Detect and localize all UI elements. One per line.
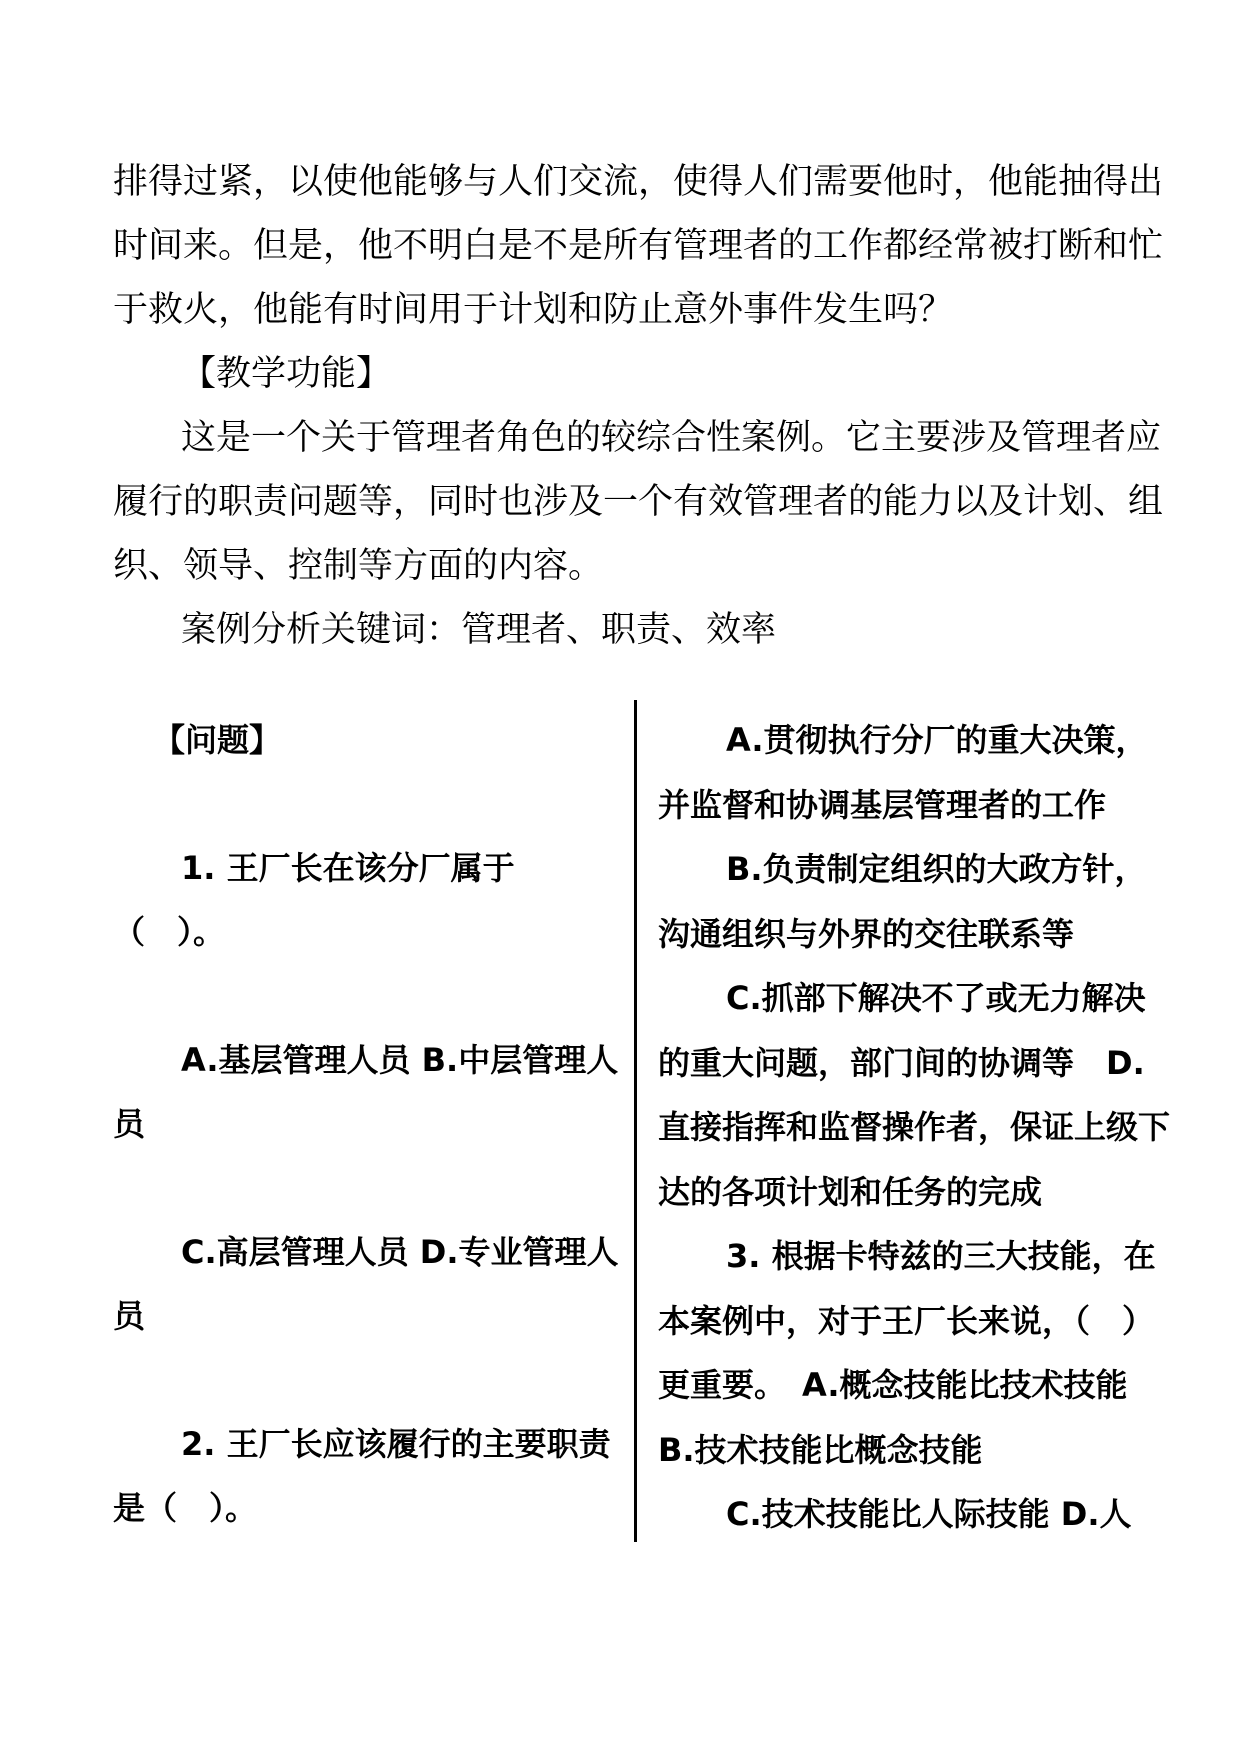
intro-paragraph-2: 这是一个关于管理者角色的较综合性案例。它主要涉及管理者应履行的职责问题等，同时也涉及一个有效管理者的能力以及计划、组织、领导、控制等方面的内容。	[113, 418, 1164, 586]
question-3-options-cd: C.技术技能比人际技能 D.人	[726, 1495, 1132, 1533]
left-column	[113, 708, 623, 1540]
column-divider	[634, 700, 637, 1542]
right-column	[658, 708, 1172, 1547]
question-3: 3. 根据卡特兹的三大技能，在本案例中，对于王厂长来说，（ ）更重要。 A.概念技能比技术技能 B.技术技能比概念技能	[658, 1237, 1160, 1469]
question-2-option-b: B.负责制定组织的大政方针，沟通组织与外界的交往联系等	[658, 850, 1147, 953]
question-2: 2. 王厂长应该履行的主要职责是（ ）。	[113, 1425, 611, 1527]
question-1-options-cd: C.高层管理人员 D.专业管理人员	[113, 1233, 619, 1335]
keywords-line: 案例分析关键词：管理者、职责、效率	[181, 610, 777, 650]
section-title-teaching-function: 【教学功能】	[181, 354, 392, 394]
questions-heading: 【问题】	[153, 721, 282, 759]
question-1-options-ab: A.基层管理人员 B.中层管理人员	[113, 1041, 619, 1143]
question-2-options-cd: C.抓部下解决不了或无力解决的重大问题，部门间的协调等 D.直接指挥和监督操作者，保证上级下达的各项计划和任务的完成	[658, 979, 1171, 1211]
question-1: 1. 王厂长在该分厂属于（ ）。	[113, 849, 515, 951]
intro-section	[113, 150, 1163, 662]
intro-paragraph-1: 排得过紧，以使他能够与人们交流，使得人们需要他时，他能抽得出时间来。但是，他不明白是不是所有管理者的工作都经常被打断和忙于救火，他能有时间用于计划和防止意外事件发生吗？	[113, 162, 1164, 330]
question-2-option-a: A.贯彻执行分厂的重大决策，并监督和协调基层管理者的工作	[658, 721, 1148, 824]
